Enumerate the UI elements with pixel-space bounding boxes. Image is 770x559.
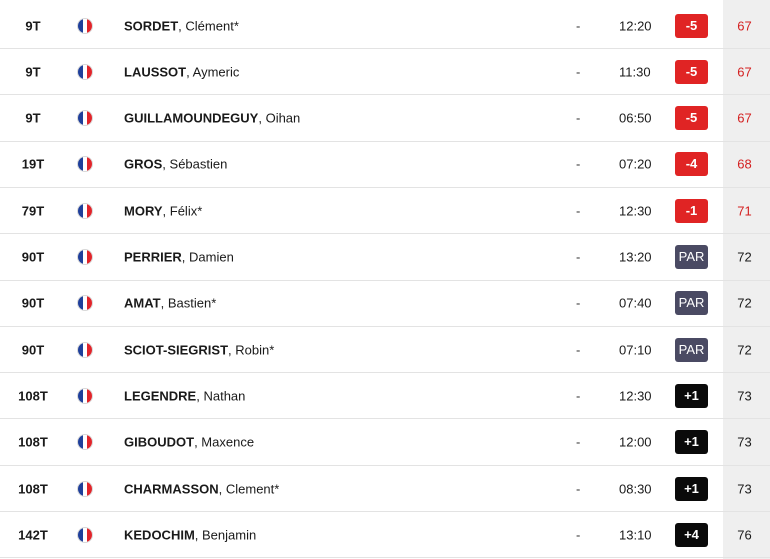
- score-badge: -5: [675, 60, 708, 84]
- player-name[interactable]: [124, 388, 245, 403]
- name-comma: ,: [160, 295, 168, 311]
- player-first-name: Bastien*: [167, 295, 217, 311]
- name-comma: ,: [178, 18, 186, 33]
- player-first-name: Oihan: [265, 110, 301, 126]
- player-first-name: Damien: [189, 249, 234, 265]
- tee-time: 07:40: [619, 295, 652, 311]
- table-row[interactable]: [0, 466, 770, 512]
- france-flag-icon: [77, 295, 93, 311]
- player-last-name: AMAT: [124, 295, 161, 311]
- player-position: 142T: [18, 527, 48, 543]
- player-position: 9T: [25, 110, 41, 126]
- player-name[interactable]: [124, 435, 254, 450]
- total-score: 76: [737, 527, 752, 543]
- france-flag-icon: [77, 342, 93, 358]
- player-last-name: CHARMASSON: [124, 481, 219, 496]
- player-first-name: Clement*: [225, 481, 280, 496]
- player-name[interactable]: [124, 527, 256, 542]
- total-score: 72: [737, 249, 752, 265]
- france-flag-icon: [77, 18, 93, 34]
- player-position: 90T: [21, 249, 45, 265]
- total-score: 73: [737, 434, 752, 450]
- table-row[interactable]: [0, 512, 770, 558]
- table-row[interactable]: [0, 188, 770, 234]
- table-row[interactable]: [0, 420, 770, 466]
- france-flag-icon: [77, 388, 93, 404]
- player-name[interactable]: [124, 157, 227, 172]
- thru-dash: -: [576, 434, 581, 450]
- score-badge: +4: [675, 523, 708, 547]
- thru-dash: -: [576, 156, 581, 172]
- tee-time: 13:20: [619, 249, 652, 265]
- tee-time: 11:30: [619, 64, 651, 80]
- player-position: 108T: [18, 388, 48, 404]
- player-first-name: Nathan: [203, 388, 246, 404]
- player-position: 9T: [25, 64, 41, 80]
- player-first-name: Benjamin: [202, 527, 257, 543]
- tee-time: 07:20: [619, 156, 652, 172]
- player-name[interactable]: [124, 342, 274, 357]
- thru-dash: -: [576, 527, 581, 543]
- thru-dash: -: [576, 342, 581, 358]
- score-badge: -5: [675, 14, 708, 38]
- total-score: 73: [737, 481, 752, 496]
- player-first-name: Aymeric: [192, 64, 240, 80]
- total-score: 72: [737, 295, 752, 311]
- player-name[interactable]: [124, 250, 234, 265]
- total-score: 67: [737, 64, 752, 80]
- player-position: 9T: [25, 18, 41, 33]
- france-flag-icon: [77, 156, 93, 172]
- thru-dash: -: [576, 64, 581, 80]
- player-last-name: GROS: [124, 156, 163, 172]
- name-comma: ,: [162, 156, 170, 172]
- france-flag-icon: [77, 527, 93, 543]
- player-name[interactable]: [124, 296, 216, 311]
- player-name[interactable]: [124, 203, 202, 218]
- total-score: 68: [737, 156, 752, 172]
- thru-dash: -: [576, 481, 581, 496]
- score-badge: PAR: [675, 338, 708, 362]
- thru-dash: -: [576, 295, 581, 311]
- total-score: 71: [737, 203, 752, 219]
- player-last-name: GUILLAMOUNDEGUY: [124, 110, 259, 126]
- score-badge: -4: [675, 152, 708, 176]
- player-name[interactable]: [124, 64, 239, 79]
- tee-time: 07:10: [619, 342, 652, 358]
- thru-dash: -: [576, 110, 581, 126]
- score-badge: +1: [675, 430, 708, 454]
- thru-dash: -: [576, 18, 581, 33]
- total-score: 72: [737, 342, 752, 358]
- france-flag-icon: [77, 481, 93, 497]
- player-first-name: Clément*: [185, 18, 239, 33]
- score-badge: -5: [675, 106, 708, 130]
- player-position: 79T: [21, 203, 45, 219]
- player-first-name: Robin*: [235, 342, 275, 358]
- player-last-name: KEDOCHIM: [124, 527, 195, 543]
- name-comma: ,: [218, 481, 226, 496]
- player-first-name: Maxence: [201, 434, 255, 450]
- table-row[interactable]: [0, 281, 770, 327]
- player-last-name: MORY: [124, 203, 163, 219]
- tee-time: 06:50: [619, 110, 652, 126]
- thru-dash: -: [576, 249, 581, 265]
- player-first-name: Félix*: [169, 203, 203, 219]
- table-row[interactable]: [0, 96, 770, 142]
- france-flag-icon: [77, 249, 93, 265]
- player-position: 90T: [21, 342, 45, 358]
- player-last-name: LEGENDRE: [124, 388, 197, 404]
- name-comma: ,: [194, 434, 202, 450]
- name-comma: ,: [181, 249, 190, 265]
- player-position: 108T: [18, 481, 48, 496]
- table-row[interactable]: [0, 235, 770, 281]
- total-score: 73: [737, 388, 752, 404]
- score-badge: +1: [675, 384, 708, 408]
- table-row[interactable]: [0, 49, 770, 95]
- thru-dash: -: [576, 388, 581, 404]
- tee-time: 12:00: [619, 434, 652, 450]
- player-last-name: GIBOUDOT: [124, 434, 195, 450]
- player-last-name: SORDET: [124, 18, 179, 33]
- player-last-name: LAUSSOT: [124, 64, 187, 80]
- name-comma: ,: [162, 203, 170, 219]
- player-first-name: Sébastien: [169, 156, 228, 172]
- tee-time: 12:30: [619, 203, 652, 219]
- score-badge: +1: [675, 477, 708, 501]
- player-position: 19T: [21, 156, 45, 172]
- table-row[interactable]: [0, 327, 770, 373]
- name-comma: ,: [186, 64, 193, 80]
- player-last-name: PERRIER: [124, 249, 182, 265]
- thru-dash: -: [576, 203, 581, 219]
- name-comma: ,: [196, 388, 204, 404]
- tee-time: 12:30: [619, 388, 652, 404]
- total-score: 67: [737, 18, 752, 33]
- score-badge: -1: [675, 199, 708, 223]
- player-last-name: SCIOT-SIEGRIST: [124, 342, 229, 358]
- france-flag-icon: [77, 64, 93, 80]
- france-flag-icon: [77, 110, 93, 126]
- name-comma: ,: [258, 110, 266, 126]
- player-name[interactable]: [124, 18, 239, 33]
- score-badge: PAR: [675, 245, 708, 269]
- tee-time: 13:10: [619, 527, 652, 543]
- player-position: 108T: [18, 434, 48, 450]
- name-comma: ,: [228, 342, 236, 358]
- player-position: 90T: [21, 295, 45, 311]
- player-name[interactable]: [124, 111, 300, 126]
- table-row[interactable]: [0, 142, 770, 188]
- table-row[interactable]: [0, 3, 770, 49]
- total-score: 67: [737, 110, 752, 126]
- tee-time: 12:20: [619, 18, 652, 33]
- score-badge: PAR: [675, 291, 708, 315]
- france-flag-icon: [77, 203, 93, 219]
- france-flag-icon: [77, 434, 93, 450]
- player-name[interactable]: [124, 481, 279, 496]
- table-row[interactable]: [0, 373, 770, 419]
- name-comma: ,: [194, 527, 203, 543]
- tee-time: 08:30: [619, 481, 652, 496]
